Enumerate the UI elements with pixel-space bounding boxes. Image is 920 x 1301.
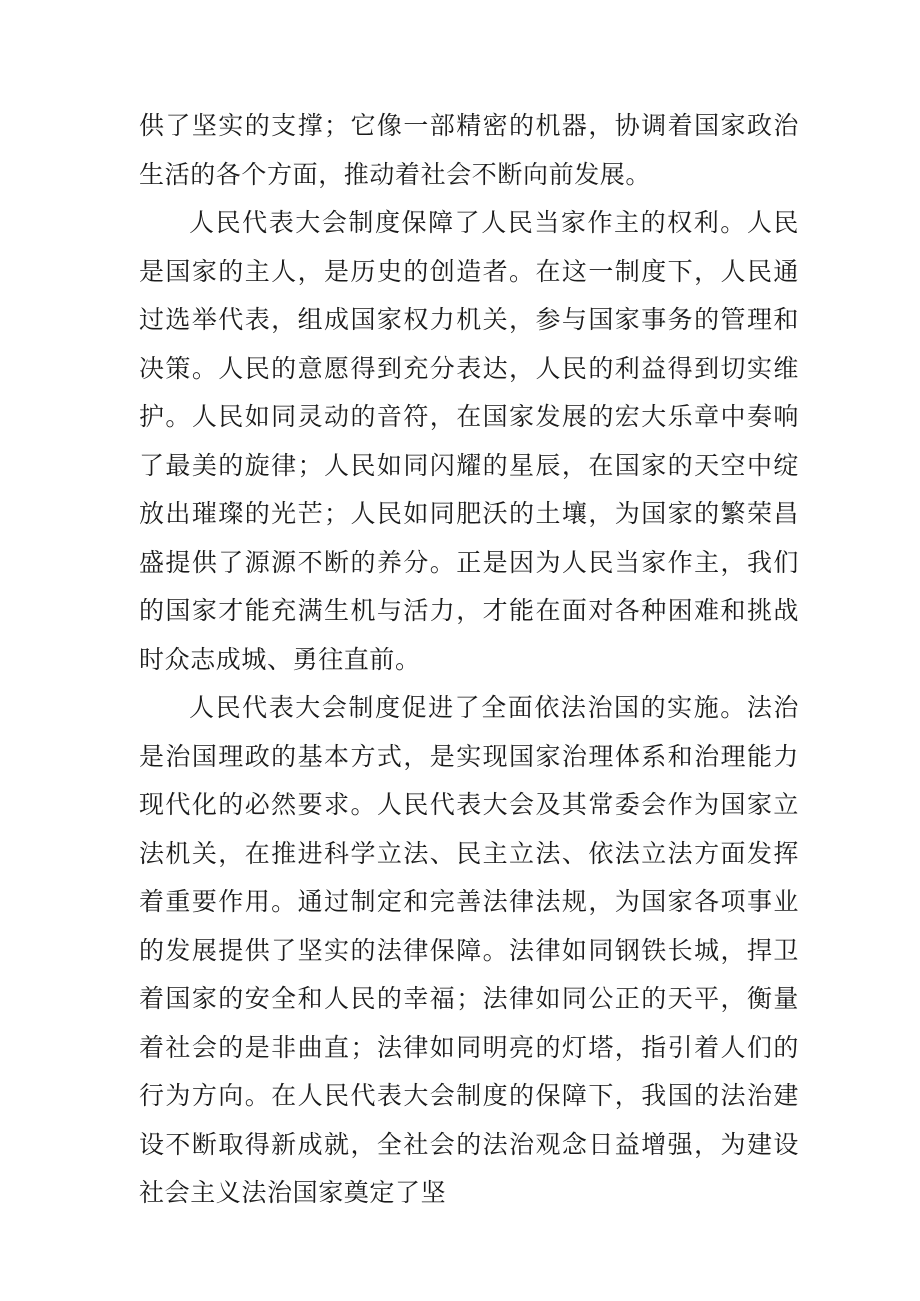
- document-body: [139, 102, 799, 1218]
- paragraph-rule-of-law: 人民代表大会制度促进了全面依法治国的实施。法治是治国理政的基本方式，是实现国家治理体系和治理能力现代化的必然要求。人民代表大会及其常委会作为国家立法机关，在推进科学立法、民主立法、依法立法方面发挥着重要作用。通过制定和完善法律法规，为国家各项事业的发展提供了坚实的法律保障。法律如同钢铁长城，捍卫着国家的安全和人民的幸福；法律如同公正的天平，衡量着社会的是非曲直；法律如同明亮的灯塔，指引着人们的行为方向。在人民代表大会制度的保障下，我国的法治建设不断取得新成就，全社会的法治观念日益增强，为建设社会主义法治国家奠定了坚: [139, 693, 799, 1207]
- paragraph-people-mastery: 人民代表大会制度保障了人民当家作主的权利。人民是国家的主人，是历史的创造者。在这一制度下，人民通过选举代表，组成国家权力机关，参与国家事务的管理和决策。人民的意愿得到充分表达，人民的利益得到切实维护。人民如同灵动的音符，在国家发展的宏大乐章中奏响了最美的旋律；人民如同闪耀的星辰，在国家的天空中绽放出璀璨的光芒；人民如同肥沃的土壤，为国家的繁荣昌盛提供了源源不断的养分。正是因为人民当家作主，我们的国家才能充满生机与活力，才能在面对各种困难和挑战时众志成城、勇往直前。: [139, 208, 799, 674]
- paragraph-continuation: 供了坚实的支撑；它像一部精密的机器，协调着国家政治生活的各个方面，推动着社会不断向前发展。: [139, 111, 799, 189]
